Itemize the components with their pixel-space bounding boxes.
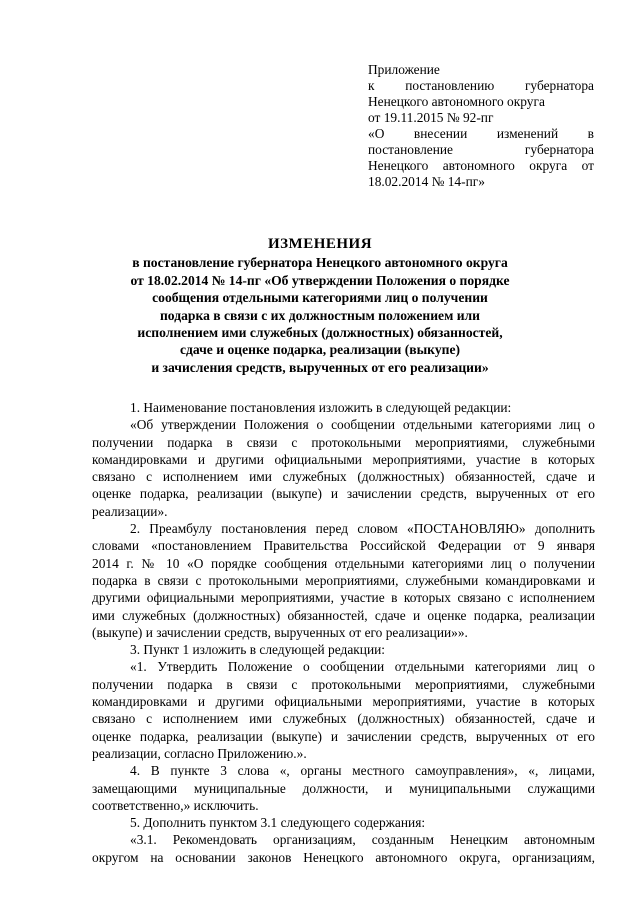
body-line: округом на основании законов Ненецкого автономного округа, организациям, [92, 849, 595, 865]
body-line: оценке подарка, реализации (выкупе) и зачислении средств, вырученных от его [92, 486, 595, 502]
body-line: «1. Утвердить Положение о сообщении отдельными категориями лиц о [130, 659, 595, 675]
body-line: 5. Дополнить пунктом 3.1 следующего содержания: [130, 815, 426, 831]
body-line: 4. В пункте 3 слова «, органы местного самоуправления», «, лицами, [130, 763, 595, 779]
document-body [92, 399, 595, 866]
body-line: командировками и другими официальными мероприятиями, участие в которых [92, 451, 595, 467]
heading-line: сообщения отдельными категориями лиц о получении [152, 290, 488, 306]
annex-line: к постановлению губернатора [368, 78, 594, 93]
body-line: оценке подарка, реализации (выкупе) и зачислении средств, вырученных от его [92, 728, 595, 744]
body-line: получении подарка в связи с протокольными мероприятиями, служебными [92, 676, 595, 692]
document-heading [100, 236, 540, 376]
heading-line: в постановление губернатора Ненецкого автономного округа [132, 255, 508, 271]
heading-line: подарка в связи с их должностным положением или [159, 307, 481, 323]
heading-title: ИЗМЕНЕНИЯ [267, 236, 373, 252]
annex-block [368, 62, 594, 190]
body-line: связано с исполнением ими служебных (должностных) обязанностей, сдаче и [92, 469, 595, 485]
annex-line: от 19.11.2015 № 92-пг [368, 110, 494, 125]
annex-line: Ненецкого автономного округа [368, 94, 545, 109]
body-line: 2. Преамбулу постановления перед словом «ПОСТАНОВЛЯЮ» дополнить [130, 521, 595, 537]
body-line: 3. Пункт 1 изложить в следующей редакции: [130, 642, 386, 658]
annex-line: 18.02.2014 № 14-пг» [368, 174, 485, 189]
heading-line: от 18.02.2014 № 14-пг «Об утверждении Положения о порядке [130, 272, 510, 288]
body-line: подарка в связи с протокольными мероприятиями, служебными командировками и [92, 572, 595, 588]
annex-line: постановление губернатора [368, 142, 594, 157]
body-line: 2014 г. № 10 «О порядке сообщения отдельными категориями лиц о получении [92, 555, 595, 571]
annex-line: «О внесении изменений в [368, 126, 594, 141]
body-line: словами «постановлением Правительства Российской Федерации от 9 января [92, 538, 595, 554]
body-line: 1. Наименование постановления изложить в следующей редакции: [130, 400, 512, 415]
body-line: (выкупе) и зачислении средств, вырученных от его реализации»». [92, 624, 468, 640]
annex-line: Ненецкого автономного округа от [368, 158, 594, 173]
body-line: ими служебных (должностных) обязанностей, сдаче и оценке подарка, реализации [92, 607, 595, 623]
body-line: замещающими муниципальные должности, и муниципальными служащими [92, 780, 595, 796]
annex-line: Приложение [368, 62, 440, 77]
body-line: реализации». [92, 503, 168, 519]
body-line: «Об утверждении Положения о сообщении отдельными категориями лиц о [130, 417, 595, 433]
body-line: «3.1. Рекомендовать организациям, созданным Ненецким автономным [130, 832, 595, 848]
body-line: командировками и другими официальными мероприятиями, участие в которых [92, 694, 595, 710]
heading-line: сдаче и оценке подарка, реализации (выкупе) [179, 342, 461, 358]
body-line: другими официальными мероприятиями, участие в которых связано с исполнением [92, 590, 595, 606]
body-line: связано с исполнением ими служебных (должностных) обязанностей, сдаче и [92, 711, 595, 727]
body-line: соответственно,» исключить. [92, 797, 259, 813]
body-line: получении подарка в связи с протокольными мероприятиями, служебными [92, 434, 595, 450]
body-line: реализации, согласно Приложению.». [92, 745, 307, 761]
heading-line: исполнением ими служебных (должностных) обязанностей, [137, 325, 503, 341]
heading-line: и зачисления средств, вырученных от его реализации» [151, 359, 489, 375]
